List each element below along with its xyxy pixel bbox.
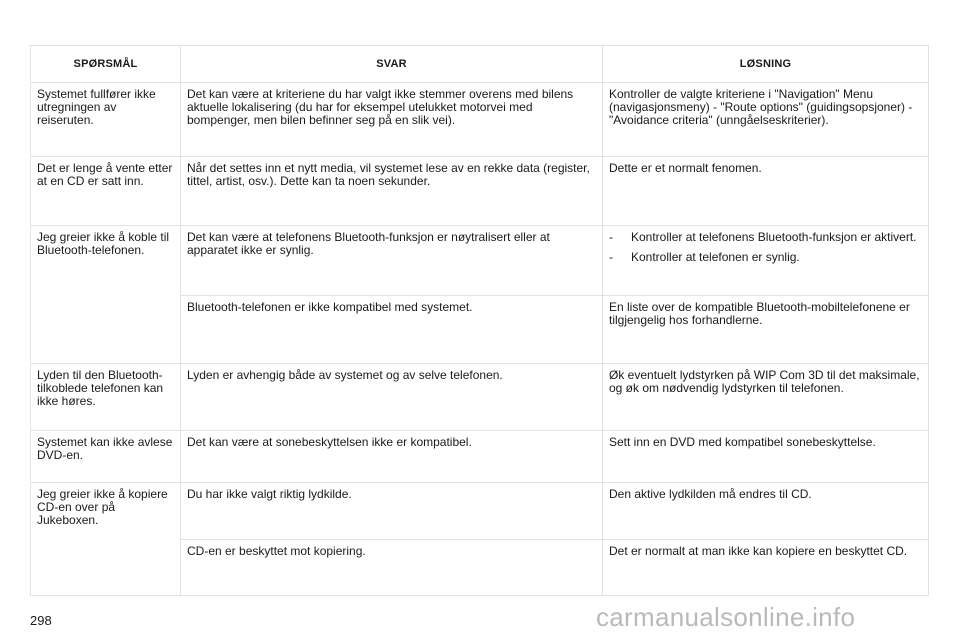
table-header-row (31, 46, 929, 83)
table-row (31, 431, 929, 483)
list-item-text: Kontroller at telefonen er synlig. (631, 250, 800, 264)
solution-list (609, 231, 922, 264)
list-dash: - (609, 250, 613, 264)
solution-cell: Sett inn en DVD med kompatibel sonebeskyttelse. (603, 431, 929, 483)
answer-cell: Du har ikke valgt riktig lydkilde. (181, 483, 603, 540)
page-number: 298 (30, 613, 52, 628)
solution-cell: Det er normalt at man ikke kan kopiere en beskyttet CD. (603, 540, 929, 596)
table-row (31, 226, 929, 296)
question-cell: Jeg greier ikke å koble til Bluetooth-telefonen. (31, 226, 181, 364)
header-answer: SVAR (181, 46, 603, 83)
answer-cell: Når det settes inn et nytt media, vil systemet lese av en rekke data (register, tittel, artist, osv.). Dette kan ta noen sekunder. (181, 157, 603, 226)
troubleshooting-table (30, 45, 929, 596)
table-row (31, 83, 929, 157)
table-row (31, 483, 929, 540)
list-item (609, 231, 922, 244)
header-solution: LØSNING (603, 46, 929, 83)
list-item (609, 251, 922, 264)
table-row (31, 364, 929, 431)
solution-cell: Dette er et normalt fenomen. (603, 157, 929, 226)
solution-cell: Øk eventuelt lydstyrken på WIP Com 3D til det maksimale, og øk om nødvendig lydstyrken til telefonen. (603, 364, 929, 431)
list-dash: - (609, 230, 613, 244)
question-cell: Systemet kan ikke avlese DVD-en. (31, 431, 181, 483)
header-question: SPØRSMÅL (31, 46, 181, 83)
answer-cell: Bluetooth-telefonen er ikke kompatibel med systemet. (181, 296, 603, 364)
answer-cell: Det kan være at sonebeskyttelsen ikke er kompatibel. (181, 431, 603, 483)
solution-cell (603, 226, 929, 296)
question-cell: Systemet fullfører ikke utregningen av reiseruten. (31, 83, 181, 157)
question-cell: Lyden til den Bluetooth-tilkoblede telefonen kan ikke høres. (31, 364, 181, 431)
watermark: carmanualsonline.info (596, 602, 856, 632)
answer-cell: Det kan være at kriteriene du har valgt ikke stemmer overens med bilens aktuelle lokalisering (du har for eksempel utelukket motorvei med bompenger, men bilen befinner seg på en slik vei). (181, 83, 603, 157)
solution-cell: Kontroller de valgte kriteriene i "Navigation" Menu (navigasjonsmeny) - "Route options" (guidingsopsjoner) - "Avoidance criteria" (unngåelseskriterier). (603, 83, 929, 157)
solution-cell: Den aktive lydkilden må endres til CD. (603, 483, 929, 540)
question-cell: Jeg greier ikke å kopiere CD-en over på Jukeboxen. (31, 483, 181, 596)
answer-cell: CD-en er beskyttet mot kopiering. (181, 540, 603, 596)
question-cell: Det er lenge å vente etter at en CD er satt inn. (31, 157, 181, 226)
solution-cell: En liste over de kompatible Bluetooth-mobiltelefonene er tilgjengelig hos forhandlerne. (603, 296, 929, 364)
table-row (31, 157, 929, 226)
answer-cell: Det kan være at telefonens Bluetooth-funksjon er nøytralisert eller at apparatet ikke er synlig. (181, 226, 603, 296)
list-item-text: Kontroller at telefonens Bluetooth-funksjon er aktivert. (631, 230, 917, 244)
answer-cell: Lyden er avhengig både av systemet og av selve telefonen. (181, 364, 603, 431)
